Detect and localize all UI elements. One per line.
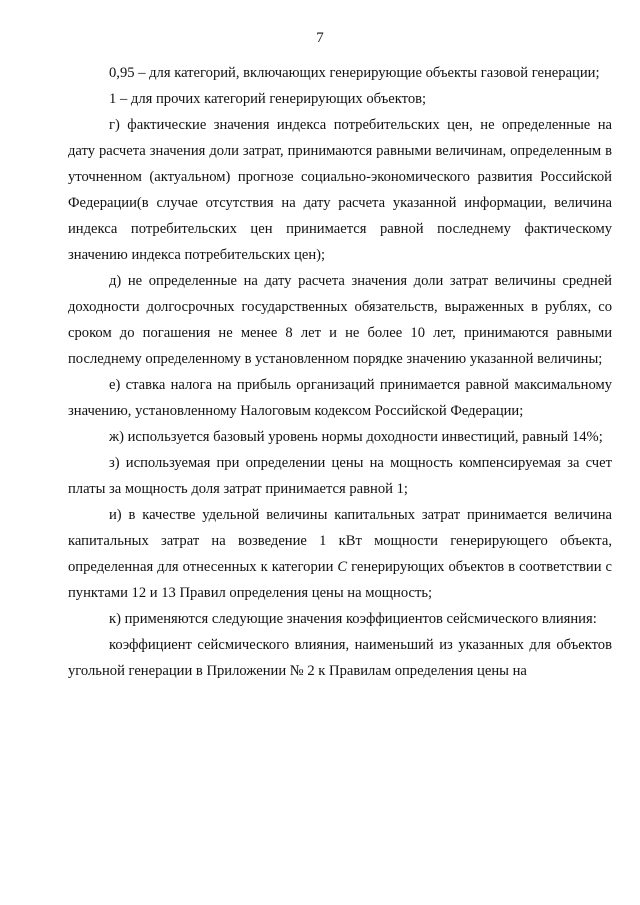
document-body (68, 60, 612, 684)
paragraph-g-cpi: г) фактические значения индекса потребительских цен, не определенные на дату расчета значения доли затрат, принимаются равными величинам, определенным в уточненном (актуальном) прогнозе социально-экономического развития Российской Федерации(в случае отсутствия на дату расчета указанной информации, величина индекса потребительских цен принимается равной последнему фактическому значению индекса потребительских цен); (68, 117, 612, 263)
paragraph-d-bond-yield: д) не определенные на дату расчета значения доли затрат величины средней доходности долгосрочных государственных обязательств, выраженных в рублях, со сроком до погашения не менее 8 лет и не более 10 лет, принимаются равными последнему определенному в установленном порядке значению указанной величины; (68, 273, 612, 367)
paragraph-gas-coefficient: 0,95 – для категорий, включающих генерирующие объекты газовой генерации; (109, 65, 600, 81)
paragraph-e-tax-rate: е) ставка налога на прибыль организаций принимается равной максимальному значению, установленному Налоговым кодексом Российской Федерации; (68, 377, 612, 419)
paragraph-i-text-before: и) в качестве удельной величины капитальных затрат принимается величина капитальных затрат на возведение 1 кВт мощности генерирующего объекта, определенная для отнесенных к категории (68, 507, 612, 575)
paragraph-i-text-after: генерирующих объектов в соответствии с пунктами 12 и 13 Правил определения цены на мощность; (68, 559, 612, 601)
page-number: 7 (316, 30, 324, 46)
paragraph-zh-return-rate: ж) используется базовый уровень нормы доходности инвестиций, равный 14%; (109, 429, 603, 445)
paragraph-seismic-coefficient: коэффициент сейсмического влияния, наименьший из указанных для объектов угольной генерации в Приложении № 2 к Правилам определения цены на (68, 637, 612, 679)
category-letter: С (337, 559, 348, 575)
paragraph-k-seismic: к) применяются следующие значения коэффициентов сейсмического влияния: (109, 611, 597, 627)
paragraph-other-coefficient: 1 – для прочих категорий генерирующих объектов; (109, 91, 427, 107)
paragraph-z-cost-share: з) используемая при определении цены на мощность компенсируемая за счет платы за мощность доля затрат принимается равной 1; (68, 455, 612, 497)
paragraph-i-capital-costs (68, 502, 612, 606)
